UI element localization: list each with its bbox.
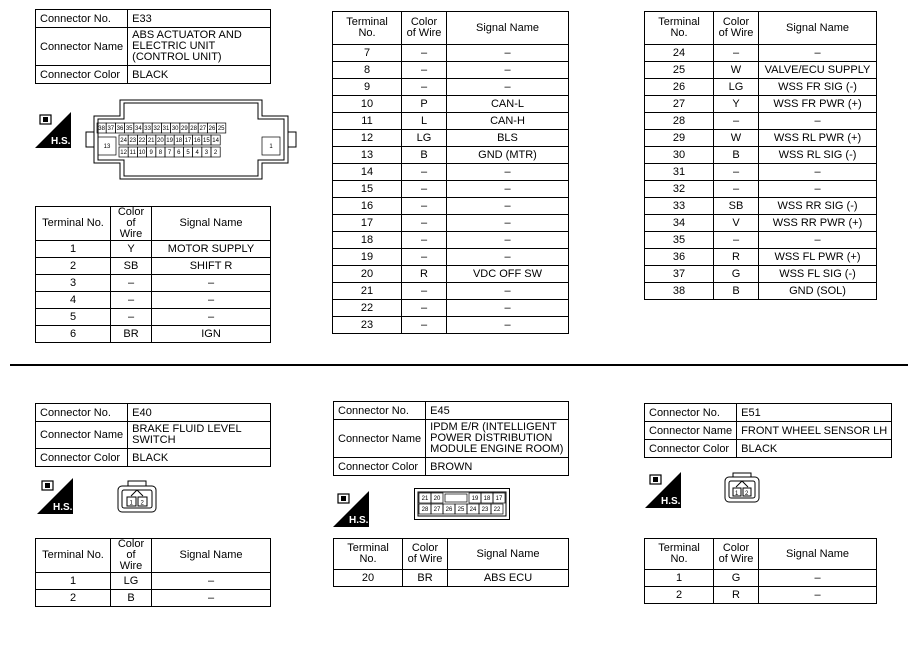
pin-15-label: 15 (203, 138, 210, 145)
table-row (333, 300, 569, 317)
table-row (645, 79, 877, 96)
terminal-no-cell: 13 (333, 147, 402, 164)
color-of-wire-header: Color of Wire (402, 12, 447, 45)
signal-name-cell: – (759, 570, 877, 587)
signal-name-cell: SHIFT R (152, 258, 271, 275)
terminal-no-cell: 33 (645, 198, 714, 215)
table-row (36, 241, 271, 258)
table-row (36, 309, 271, 326)
wire-color-cell: Y (714, 96, 759, 113)
section-divider (10, 364, 908, 366)
hs-label: H.S. (51, 136, 71, 147)
signal-name-cell: MOTOR SUPPLY (152, 241, 271, 258)
pin-23-label: 23 (129, 138, 137, 145)
pin-36-label: 36 (116, 126, 124, 133)
table-row (333, 45, 569, 62)
connector-no-label: Connector No. (36, 10, 128, 28)
wire-color-cell: – (402, 249, 447, 266)
table-row (645, 130, 877, 147)
wire-color-cell: – (402, 198, 447, 215)
terminal-no-cell: 11 (333, 113, 402, 130)
terminal-no-cell: 4 (36, 292, 111, 309)
connector-no-value: E40 (128, 404, 271, 422)
pin-30-label: 30 (171, 126, 179, 133)
terminal-no-header: Terminal No. (36, 207, 111, 241)
connector-color-label: Connector Color (36, 449, 128, 467)
table-row (36, 258, 271, 275)
terminal-no-cell: 28 (645, 113, 714, 130)
signal-name-cell: – (759, 232, 877, 249)
pin-29-label: 29 (181, 126, 188, 133)
e33-terminal-table-c (644, 11, 877, 300)
pin-26-label: 26 (445, 507, 453, 514)
connector-no-label: Connector No. (645, 404, 737, 422)
pin-17-label: 17 (184, 138, 192, 145)
wire-color-cell: – (402, 62, 447, 79)
terminal-no-cell: 10 (333, 96, 402, 113)
pin-25-label: 25 (217, 126, 225, 133)
signal-name-cell: – (152, 590, 271, 607)
terminal-no-cell: 17 (333, 215, 402, 232)
connector-color-value: BLACK (737, 440, 892, 458)
pin-24-label: 24 (469, 507, 477, 514)
wire-color-cell: – (111, 292, 152, 309)
e33-terminal-table-a (35, 206, 271, 343)
signal-name-cell: WSS FL PWR (+) (759, 249, 877, 266)
wire-color-cell: – (714, 45, 759, 62)
wire-color-cell: LG (111, 573, 152, 590)
signal-name-cell: WSS FR SIG (-) (759, 79, 877, 96)
table-row (645, 232, 877, 249)
table-row (333, 113, 569, 130)
signal-name-cell: WSS FL SIG (-) (759, 266, 877, 283)
terminal-no-cell: 15 (333, 181, 402, 198)
connector-color-label: Connector Color (36, 66, 128, 84)
connector-color-value: BROWN (426, 458, 569, 476)
signal-name-cell: – (447, 249, 569, 266)
e45-connector-face (414, 488, 510, 520)
table-row (333, 62, 569, 79)
wire-color-cell: W (714, 62, 759, 79)
pin-7-label: 7 (167, 150, 172, 157)
terminal-no-cell: 26 (645, 79, 714, 96)
table-row (333, 198, 569, 215)
wire-color-cell: V (714, 215, 759, 232)
signal-name-cell: WSS FR PWR (+) (759, 96, 877, 113)
pin-2-label: 2 (213, 150, 218, 157)
wire-color-cell: B (714, 283, 759, 300)
harness-side-icon (37, 478, 73, 514)
pin-16-label: 16 (193, 138, 201, 145)
pin-10-label: 10 (138, 150, 146, 157)
terminal-no-header: Terminal No. (645, 539, 714, 570)
wire-color-cell: SB (714, 198, 759, 215)
pin-26-label: 26 (208, 126, 216, 133)
signal-name-cell: – (759, 181, 877, 198)
pin-32-label: 32 (153, 126, 161, 133)
signal-name-cell: – (759, 164, 877, 181)
wire-color-cell: – (402, 283, 447, 300)
pin-19-label: 19 (166, 138, 173, 145)
wire-color-cell: BR (111, 326, 152, 343)
table-row (645, 45, 877, 62)
wire-color-cell: – (402, 317, 447, 334)
pin-35-label: 35 (125, 126, 133, 133)
terminal-no-cell: 2 (36, 258, 111, 275)
signal-name-header: Signal Name (447, 12, 569, 45)
signal-name-header: Signal Name (152, 539, 271, 573)
color-of-wire-header: Color of Wire (403, 539, 448, 570)
pin-11-label: 11 (129, 150, 136, 157)
connector-color-label: Connector Color (334, 458, 426, 476)
pin-5-label: 5 (186, 150, 190, 157)
hs-label: H.S. (53, 502, 73, 513)
table-row (645, 113, 877, 130)
wire-color-cell: – (714, 181, 759, 198)
wire-color-cell: – (402, 79, 447, 96)
table-row (333, 147, 569, 164)
table-row (645, 164, 877, 181)
signal-name-cell: WSS RR SIG (-) (759, 198, 877, 215)
signal-name-cell: – (447, 300, 569, 317)
signal-name-cell: – (447, 232, 569, 249)
terminal-no-header: Terminal No. (645, 12, 714, 45)
signal-name-cell: – (759, 45, 877, 62)
pin-25-label: 25 (457, 507, 465, 514)
connector-name-label: Connector Name (36, 28, 128, 66)
wire-color-cell: B (111, 590, 152, 607)
pin-2-label: 2 (140, 500, 144, 507)
pin-31-label: 31 (162, 126, 170, 133)
connector-no-label: Connector No. (334, 402, 426, 420)
signal-name-header: Signal Name (152, 207, 271, 241)
signal-name-cell: BLS (447, 130, 569, 147)
signal-name-cell: – (447, 215, 569, 232)
terminal-no-cell: 37 (645, 266, 714, 283)
pin-9-label: 9 (149, 150, 153, 157)
wire-color-cell: – (714, 164, 759, 181)
wire-color-cell: BR (403, 570, 448, 587)
e33-connector-face (86, 99, 296, 180)
signal-name-cell: – (152, 309, 271, 326)
table-row (333, 79, 569, 96)
wire-color-cell: – (111, 309, 152, 326)
wire-color-cell: – (402, 232, 447, 249)
terminal-no-cell: 14 (333, 164, 402, 181)
harness-side-icon (333, 491, 369, 527)
signal-name-header: Signal Name (759, 12, 877, 45)
terminal-no-cell: 7 (333, 45, 402, 62)
signal-name-cell: – (447, 164, 569, 181)
signal-name-cell: – (447, 62, 569, 79)
wire-color-cell: G (714, 570, 759, 587)
terminal-no-cell: 1 (36, 573, 111, 590)
terminal-no-cell: 34 (645, 215, 714, 232)
connector-name-label: Connector Name (36, 422, 128, 449)
signal-name-cell: WSS RR PWR (+) (759, 215, 877, 232)
signal-name-cell: GND (MTR) (447, 147, 569, 164)
signal-name-cell: VALVE/ECU SUPPLY (759, 62, 877, 79)
connector-name-value: ABS ACTUATOR AND ELECTRIC UNIT (CONTROL UNIT) (128, 28, 271, 66)
wire-color-cell: – (402, 164, 447, 181)
signal-name-cell: CAN-L (447, 96, 569, 113)
pin-1-label: 1 (269, 144, 273, 151)
e33-connector-info (35, 9, 271, 84)
latch-cell (445, 494, 467, 502)
wire-color-cell: Y (111, 241, 152, 258)
pin-1-label: 1 (129, 500, 133, 507)
signal-name-cell: ABS ECU (448, 570, 569, 587)
terminal-no-cell: 20 (333, 266, 402, 283)
table-row (333, 164, 569, 181)
table-row (333, 130, 569, 147)
terminal-no-cell: 38 (645, 283, 714, 300)
pin-14-label: 14 (212, 138, 219, 145)
terminal-no-cell: 31 (645, 164, 714, 181)
color-of-wire-header: Color of Wire (714, 539, 759, 570)
connector-no-value: E51 (737, 404, 892, 422)
table-row (645, 96, 877, 113)
e33-terminal-table-b (332, 11, 569, 334)
terminal-no-cell: 6 (36, 326, 111, 343)
wire-color-cell: LG (402, 130, 447, 147)
wire-color-cell: B (714, 147, 759, 164)
pin-12-label: 12 (120, 150, 127, 157)
pin-33-label: 33 (144, 126, 151, 133)
table-row (645, 62, 877, 79)
table-row (645, 215, 877, 232)
terminal-no-cell: 27 (645, 96, 714, 113)
pin-24-label: 24 (120, 138, 127, 145)
pin-28-label: 28 (190, 126, 197, 133)
signal-name-cell: IGN (152, 326, 271, 343)
signal-name-cell: CAN-H (447, 113, 569, 130)
signal-name-cell: – (447, 198, 569, 215)
wire-color-cell: B (402, 147, 447, 164)
terminal-no-cell: 18 (333, 232, 402, 249)
wire-color-cell: – (714, 232, 759, 249)
pin-28-label: 28 (421, 507, 429, 514)
wire-color-cell: G (714, 266, 759, 283)
table-row (36, 326, 271, 343)
wire-color-cell: L (402, 113, 447, 130)
pin-8-label: 8 (158, 150, 163, 157)
table-row (333, 215, 569, 232)
terminal-no-cell: 36 (645, 249, 714, 266)
connector-name-label: Connector Name (334, 420, 426, 458)
e40-connector-info (35, 403, 271, 467)
connector-name-value: FRONT WHEEL SENSOR LH (737, 422, 892, 440)
e45-connector-info (333, 401, 569, 476)
pin-6-label: 6 (177, 150, 181, 157)
pin-2-label: 2 (745, 491, 749, 497)
terminal-no-cell: 29 (645, 130, 714, 147)
table-row (36, 590, 271, 607)
wire-color-cell: – (402, 181, 447, 198)
terminal-no-cell: 16 (333, 198, 402, 215)
e51-terminal-table (644, 538, 877, 604)
pin-37-label: 37 (107, 126, 115, 133)
table-row (645, 181, 877, 198)
wire-color-cell: R (714, 587, 759, 604)
connector-no-label: Connector No. (36, 404, 128, 422)
pin-27-label: 27 (199, 126, 207, 133)
e51-connector-face (724, 471, 760, 503)
signal-name-cell: WSS RL SIG (-) (759, 147, 877, 164)
pin-34-label: 34 (135, 126, 142, 133)
pin-1-label: 1 (735, 491, 739, 497)
color-of-wire-header: Color of Wire (111, 539, 152, 573)
hs-label: H.S. (349, 515, 369, 526)
connector-color-value: BLACK (128, 66, 271, 84)
e40-connector-face (117, 479, 157, 513)
connector-color-value: BLACK (128, 449, 271, 467)
color-of-wire-header: Color of Wire (714, 12, 759, 45)
signal-name-cell: VDC OFF SW (447, 266, 569, 283)
terminal-no-cell: 5 (36, 309, 111, 326)
terminal-no-header: Terminal No. (36, 539, 111, 573)
pin-27-label: 27 (433, 507, 441, 514)
connector-name-label: Connector Name (645, 422, 737, 440)
pin-4-label: 4 (195, 150, 199, 157)
pin-13-label: 13 (103, 144, 111, 151)
wire-color-cell: R (714, 249, 759, 266)
signal-name-cell: – (152, 292, 271, 309)
terminal-no-cell: 22 (333, 300, 402, 317)
e40-terminal-table (35, 538, 271, 607)
wire-color-cell: – (402, 215, 447, 232)
terminal-no-cell: 32 (645, 181, 714, 198)
table-row (333, 181, 569, 198)
wire-color-cell: – (402, 45, 447, 62)
pin-22-label: 22 (493, 507, 501, 514)
table-row (645, 147, 877, 164)
signal-name-cell: – (447, 79, 569, 96)
terminal-no-cell: 30 (645, 147, 714, 164)
wire-color-cell: W (714, 130, 759, 147)
signal-name-cell: – (152, 275, 271, 292)
terminal-no-cell: 12 (333, 130, 402, 147)
table-row (645, 283, 877, 300)
pin-21-label: 21 (421, 496, 429, 503)
pin-22-label: 22 (138, 138, 146, 145)
pin-19-label: 19 (471, 496, 479, 503)
wire-color-cell: P (402, 96, 447, 113)
table-row (333, 96, 569, 113)
terminal-no-cell: 24 (645, 45, 714, 62)
wire-color-cell: LG (714, 79, 759, 96)
table-row (36, 573, 271, 590)
connector-no-value: E45 (426, 402, 569, 420)
table-row (645, 198, 877, 215)
signal-name-cell: – (152, 573, 271, 590)
wire-color-cell: SB (111, 258, 152, 275)
table-row (645, 570, 877, 587)
terminal-no-cell: 3 (36, 275, 111, 292)
table-row (333, 249, 569, 266)
terminal-no-cell: 21 (333, 283, 402, 300)
pin-18-label: 18 (175, 138, 183, 145)
e51-connector-info (644, 403, 892, 458)
hs-label: H.S. (661, 496, 681, 507)
signal-name-cell: – (759, 587, 877, 604)
terminal-no-cell: 35 (645, 232, 714, 249)
wire-color-cell: – (111, 275, 152, 292)
signal-name-header: Signal Name (448, 539, 569, 570)
wire-color-cell: – (714, 113, 759, 130)
table-row (333, 317, 569, 334)
pin-20-label: 20 (157, 138, 164, 145)
pin-18-label: 18 (483, 496, 491, 503)
terminal-no-cell: 2 (645, 587, 714, 604)
table-row (645, 587, 877, 604)
connector-no-value: E33 (128, 10, 271, 28)
color-of-wire-header: Color of Wire (111, 207, 152, 241)
signal-name-cell: – (447, 45, 569, 62)
signal-name-cell: – (447, 317, 569, 334)
table-row (333, 232, 569, 249)
terminal-no-header: Terminal No. (334, 539, 403, 570)
table-row (334, 570, 569, 587)
table-row (645, 249, 877, 266)
e45-terminal-table (333, 538, 569, 587)
signal-name-header: Signal Name (759, 539, 877, 570)
terminal-no-cell: 19 (333, 249, 402, 266)
pin-20-label: 20 (433, 496, 441, 503)
table-row (645, 266, 877, 283)
signal-name-cell: GND (SOL) (759, 283, 877, 300)
terminal-no-header: Terminal No. (333, 12, 402, 45)
signal-name-cell: – (447, 181, 569, 198)
terminal-no-cell: 25 (645, 62, 714, 79)
pin-21-label: 21 (147, 138, 155, 145)
terminal-no-cell: 1 (645, 570, 714, 587)
pin-3-label: 3 (204, 150, 209, 157)
terminal-no-cell: 2 (36, 590, 111, 607)
terminal-no-cell: 23 (333, 317, 402, 334)
harness-side-icon (645, 472, 681, 508)
wire-color-cell: R (402, 266, 447, 283)
pin-38-label: 38 (98, 126, 105, 133)
table-row (36, 275, 271, 292)
terminal-no-cell: 20 (334, 570, 403, 587)
table-row (333, 283, 569, 300)
harness-side-icon (35, 112, 71, 148)
terminal-no-cell: 9 (333, 79, 402, 96)
wire-color-cell: – (402, 300, 447, 317)
terminal-no-cell: 1 (36, 241, 111, 258)
table-row (333, 266, 569, 283)
connector-name-value: BRAKE FLUID LEVEL SWITCH (128, 422, 271, 449)
signal-name-cell: WSS RL PWR (+) (759, 130, 877, 147)
connector-color-label: Connector Color (645, 440, 737, 458)
pin-23-label: 23 (481, 507, 489, 514)
signal-name-cell: – (447, 283, 569, 300)
table-row (36, 292, 271, 309)
terminal-no-cell: 8 (333, 62, 402, 79)
signal-name-cell: – (759, 113, 877, 130)
pin-17-label: 17 (495, 496, 503, 503)
connector-name-value: IPDM E/R (INTELLIGENT POWER DISTRIBUTION MODULE ENGINE ROOM) (426, 420, 569, 458)
